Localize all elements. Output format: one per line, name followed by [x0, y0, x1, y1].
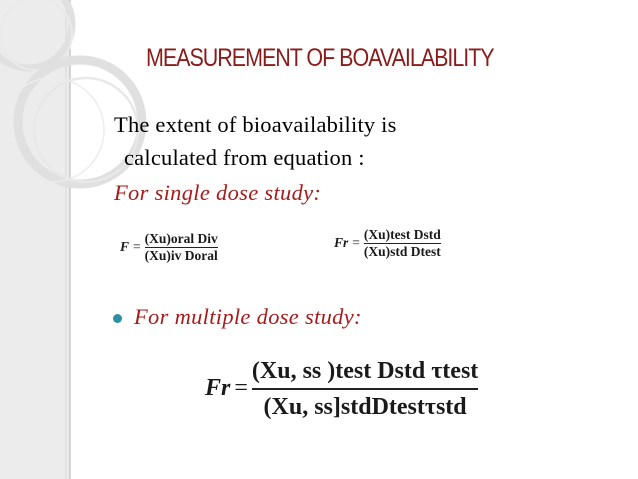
eq1-fraction: [145, 231, 218, 263]
eq2-lhs: Fr: [334, 235, 349, 251]
eq1-equals-sign: =: [133, 239, 141, 255]
eq2-fraction: [364, 227, 441, 259]
eq2-equals-sign: =: [352, 235, 360, 251]
eq3-fraction-bar: [252, 388, 478, 390]
eq3-fraction: [252, 356, 478, 422]
equation-multiple-dose-fr: [205, 356, 478, 422]
left-gray-band: [0, 0, 70, 479]
eq2-numerator: (Xu)test Dstd: [363, 227, 441, 242]
eq1-numerator: (Xu)oral Div: [144, 231, 218, 246]
eq3-equals-sign: =: [234, 375, 248, 402]
eq1-denominator: (Xu)iv Doral: [144, 247, 218, 263]
intro-text-line-2: calculated from equation :: [124, 145, 365, 170]
multiple-dose-label: For multiple dose study:: [134, 304, 362, 329]
eq3-denominator: (Xu, ss]stdDtestτstd: [263, 393, 467, 420]
single-dose-label: For single dose study:: [114, 180, 322, 205]
eq3-numerator: (Xu, ss )test Dstd τtest: [251, 358, 479, 384]
intro-text-line-1: The extent of bioavailability is: [114, 112, 397, 137]
eq2-denominator: (Xu)std Dtest: [363, 243, 441, 259]
equation-single-dose-fr: [334, 227, 441, 259]
equation-single-dose-f: [120, 231, 218, 263]
eq1-lhs: F: [120, 239, 130, 255]
eq3-lhs: Fr: [205, 375, 231, 402]
bullet-dot-icon: [113, 314, 122, 323]
slide-title: MEASUREMENT OF BOAVAILABILITY: [146, 44, 494, 72]
